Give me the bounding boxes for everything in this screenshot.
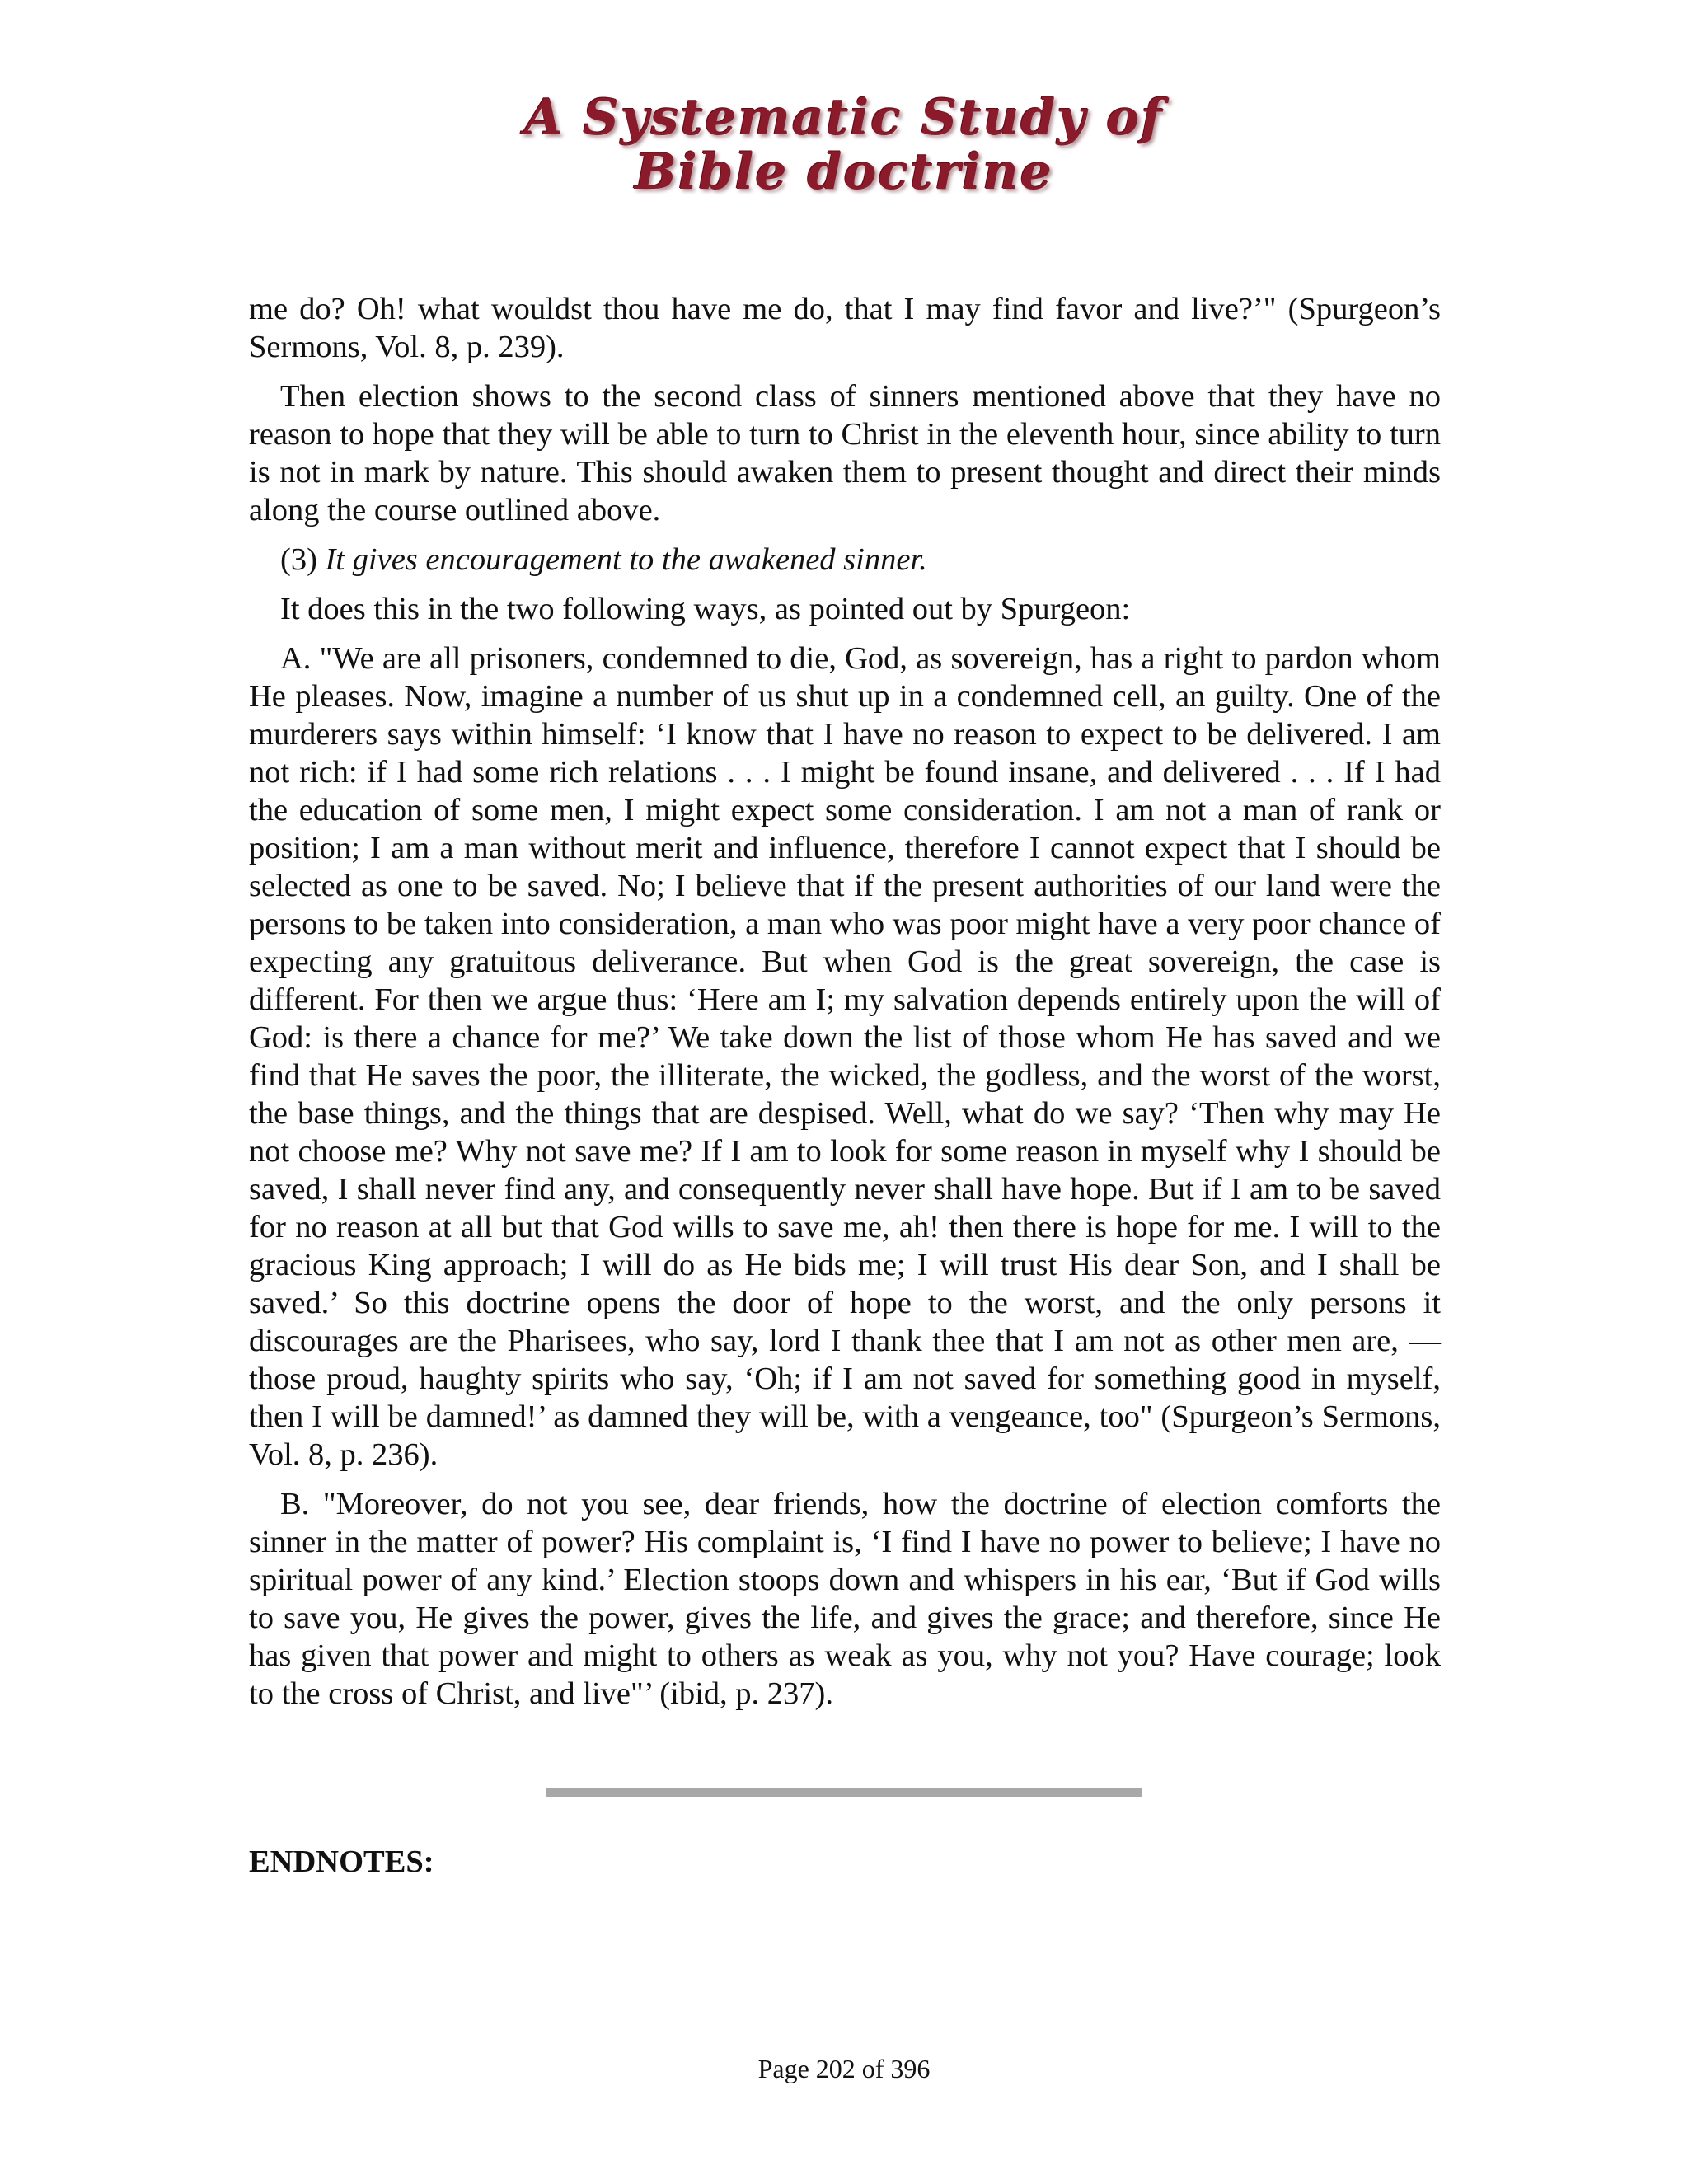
paragraph-quote-b: B. "Moreover, do not you see, dear friends, how the doctrine of election comforts the sinner in the matter of power? His complaint is, ‘I find I have no power to believe; I have no spiritual power of any kind.’ Election stoops down and whispers in his ear, ‘But if God wills to save you, He gives the power, gives the life, and gives the grace; and therefore, since He has given that power and might to others as weak as you, why not you? Have courage; look to the cross of Christ, and live"’ (ibid, p. 237). (249, 1487, 1441, 1711)
body-text (249, 290, 1441, 1724)
paragraph-point-3 (249, 541, 1441, 579)
header-title-line1: A Systematic Study of (524, 89, 1164, 147)
point-heading: It gives encouragement to the awakened sinner. (325, 542, 927, 577)
header-title-line2: Bible doctrine (635, 143, 1053, 201)
header-logo (0, 91, 1688, 199)
page-number: Page 202 of 396 (757, 2054, 931, 2083)
paragraph-continuation: me do? Oh! what wouldst thou have me do, that I may find favor and live?’" (Spurgeon’s Sermons, Vol. 8, p. 239). (249, 292, 1441, 364)
paragraph-second-class: Then election shows to the second class of sinners mentioned above that they have no reason to hope that they will be able to turn to Christ in the eleventh hour, since ability to turn is not in mark by nature. This should awaken them to present thought and direct their minds along the course outlined above. (249, 379, 1441, 527)
horizontal-rule (546, 1788, 1142, 1797)
point-number: (3) (280, 542, 317, 577)
paragraph-quote-a: A. "We are all prisoners, condemned to die, God, as sovereign, has a right to pardon whom He pleases. Now, imagine a number of us shut up in a condemned cell, an guilty. One of the murderers says within himself: ‘I know that I have no reason to expect to be delivered. I am not rich: if I had some rich relations . . . I might be found insane, and delivered . . . If I had the education of some men, I might expect some consideration. I am not a man of rank or position; I am a man without merit and influence, therefore I cannot expect that I should be selected as one to be saved. No; I believe that if the present authorities of our land were the persons to be taken into consideration, a man who was poor might have a very poor chance of expecting any gratuitous deliverance. But when God is the great sovereign, the case is different. For then we argue thus: ‘Here am I; my salvation depends entirely upon the will of God: is there a chance for me?’ We take down the list of those whom He has saved and we find that He saves the poor, the illiterate, the wicked, the godless, and the worst of the worst, the base things, and the things that are despised. Well, what do we say? ‘Then why may He not choose me? Why not save me? If I am to look for some reason in myself why I should be saved, I shall never find any, and consequently never shall have hope. But if I am to be saved for no reason at all but that God wills to save me, ah! then there is hope for me. I will to the gracious King approach; I will do as He bids me; I will trust His dear Son, and I shall be saved.’ So this doctrine opens the door of hope to the worst, and the only persons it discourages are the Pharisees, who say, lord I thank thee that I am not as other men are, —those proud, haughty spirits who say, ‘Oh; if I am not saved for something good in myself, then I will be damned!’ as damned they will be, with a vengeance, too" (Spurgeon’s Sermons, Vol. 8, p. 236). (249, 641, 1441, 1472)
endnotes-heading: ENDNOTES: (249, 1844, 434, 1879)
paragraph-two-ways: It does this in the two following ways, as pointed out by Spurgeon: (280, 592, 1131, 626)
